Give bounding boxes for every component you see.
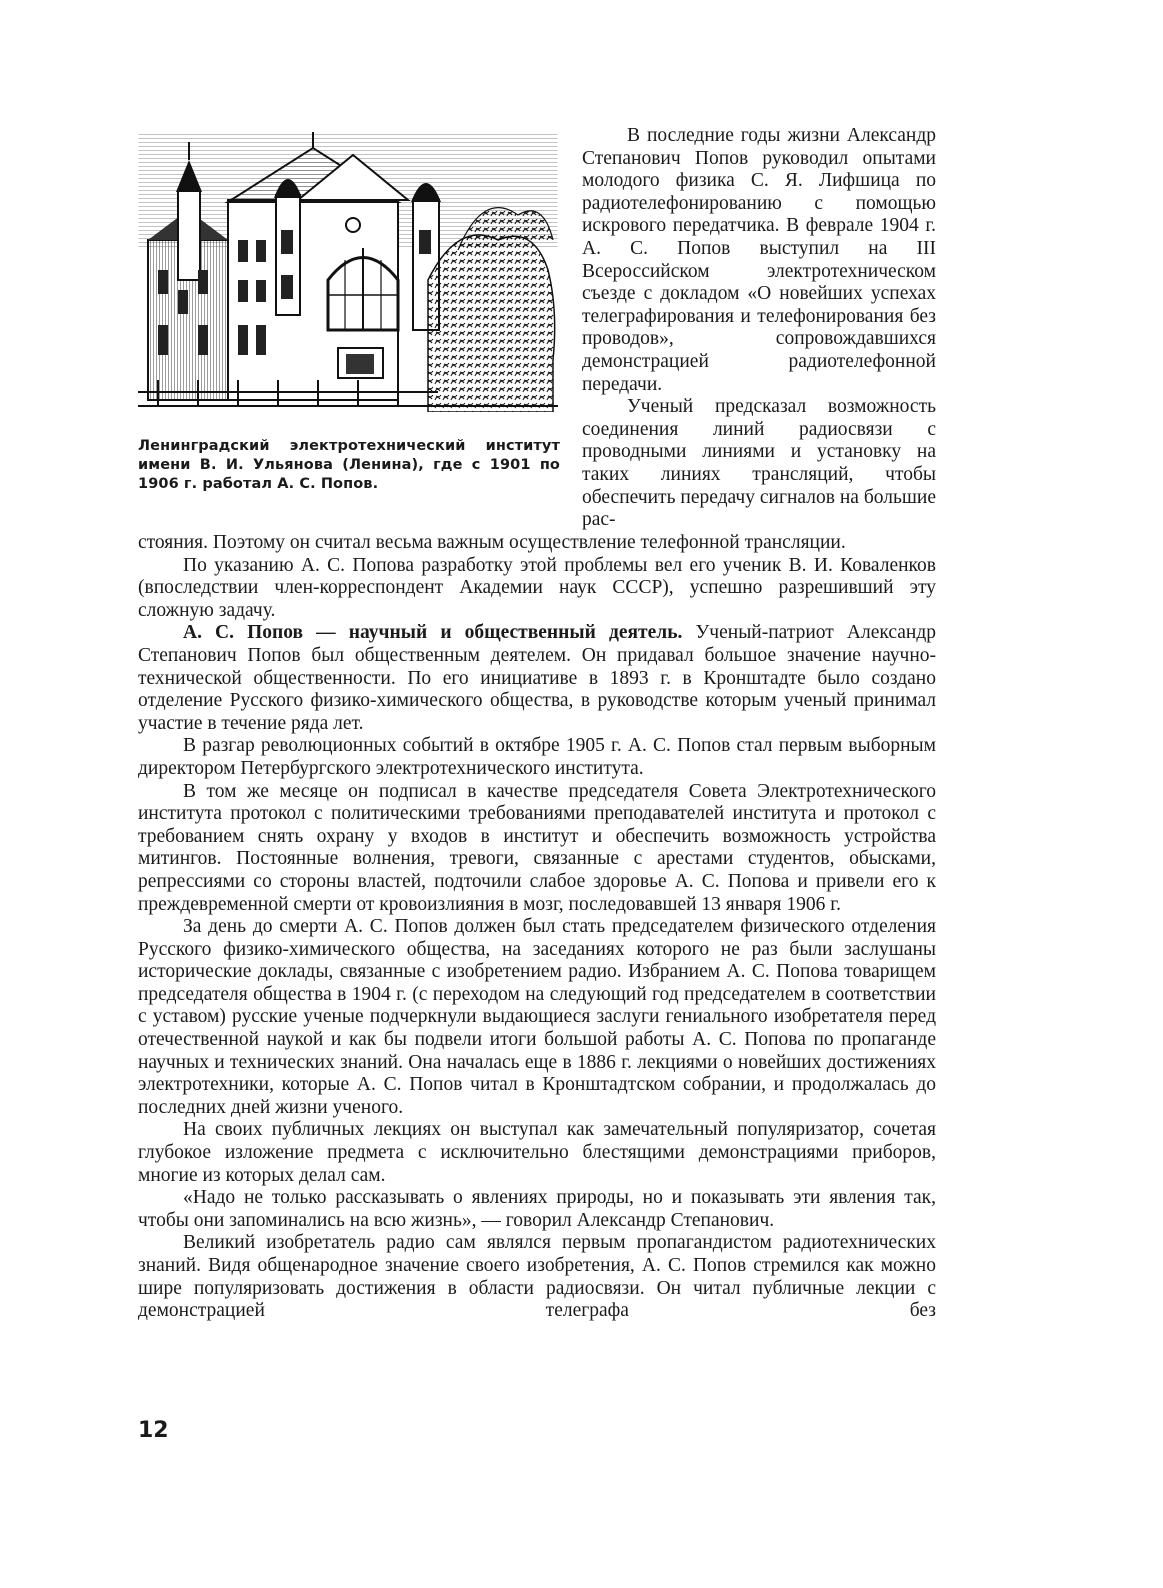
paragraph: За день до смерти А. С. Попов должен был стать председателем физического отделения Русского физико-химического общества, на заседаниях которого не раз были заслушаны исторические доклады, связанные с изобретением радио. Избранием А. С. Попова товарищем председателя общества в 1904 г. (с переходом на следующий год председателем в соответствии с уставом) русские ученые подчеркнули выдающиеся заслуги гениального изобретателя перед отечественной наукой и как бы подвели итоги большой работы А. С. Попова по пропаганде научных и технических знаний. Она началась еще в 1886 г. лекциями о новейших достижениях электротехники, которые А. С. Попов читал в Кронштадтском собрании, и продолжалась до последних дней жизни ученого. xyxy=(138,916,936,1118)
page-number: 12 xyxy=(138,1418,169,1443)
institute-building-illustration xyxy=(138,130,558,412)
paragraph: В разгар революционных событий в октябре 1905 г. А. С. Попов стал первым выборным директором Петербургского электротехнического института. xyxy=(138,735,936,779)
paragraph: «Надо не только рассказывать о явлениях природы, но и показывать эти явления так, чтобы они запоминались на всю жизнь», — говорил Александр Степанович. xyxy=(138,1187,936,1231)
paragraph: На своих публичных лекциях он выступал как замечательный популяризатор, сочетая глубокое изложение предмета с исключительно блестящими демонстрациями приборов, многие из которых делал сам. xyxy=(138,1119,936,1186)
paragraph-text: Ученый-патриот Александр Степанович Попов был общественным деятелем. Он придавал большое значение научно-технической общественности. По его инициативе в 1893 г. в Кронштадте было создано отделение Русского физико-химического общества, в руководстве которым ученый принимал участие в течение ряда лет. xyxy=(138,622,936,734)
main-text xyxy=(138,532,936,1323)
paragraph xyxy=(138,622,936,735)
paragraph: В последние годы жизни Александр Степанович Попов руководил опытами молодого физика С. Я. Лифшица по радиотелефонированию с помощью искрового передатчика. В феврале 1904 г. А. С. Попов выступил на III Всероссийском электротехническом съезде с докладом «О новейших успехах телеграфирования и телефонирования без проводов», сопровождавшихся демонстрацией радиотелефонной передачи. xyxy=(582,125,936,395)
paragraph: Великий изобретатель радио сам являлся первым пропагандистом радиотехнических знаний. Видя общенародное значение своего изобретения, А. С. Попов стремился как можно шире популяризовать достижения в области радиосвязи. Он читал публичные лекции с демонстрацией телеграфа без xyxy=(138,1232,936,1322)
section-heading: А. С. Попов — научный и общественный деятель. xyxy=(183,622,683,644)
figure-caption: Ленинградский электротехнический институт имени В. И. Ульянова (Ленина), где с 1901 по 1906 г. работал А. С. Попов. xyxy=(138,438,560,492)
building-engraving xyxy=(138,130,558,412)
right-column-text xyxy=(582,125,936,532)
paragraph: Ученый предсказал возможность соединения линий радиосвязи с проводными линиями и установку на таких линиях трансляций, чтобы обеспечить передачу сигналов на большие рас- xyxy=(582,396,936,531)
paragraph: В том же месяце он подписал в качестве председателя Совета Электротехнического института протокол с политическими требованиями преподавателей института и протокол с требованием снять охрану у входов в институт и обеспечить возможность устройства митингов. Постоянные волнения, тревоги, связанные с арестами студентов, обысками, репрессиями со стороны властей, подточили слабое здоровье А. С. Попова и привели его к преждевременной смерти от кровоизлияния в мозг, последовавшей 13 января 1906 г. xyxy=(138,780,936,915)
paragraph-continuation: стояния. Поэтому он считал весьма важным осуществление телефонной трансляции. xyxy=(138,532,846,553)
paragraph: По указанию А. С. Попова разработку этой проблемы вел его ученик В. И. Коваленков (впоследствии член-корреспондент Академии наук СССР), успешно разрешивший эту сложную задачу. xyxy=(138,554,936,621)
